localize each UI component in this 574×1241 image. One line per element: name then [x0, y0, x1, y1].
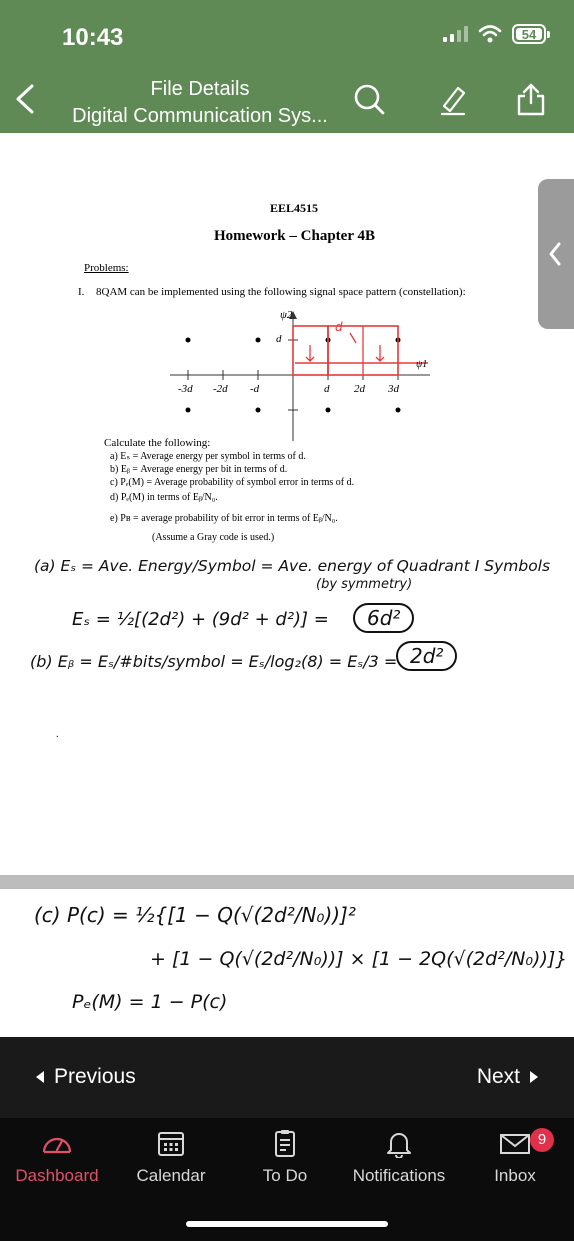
bell-icon — [384, 1128, 414, 1158]
answer-c-line2: + [1 − Q(√(2d²/N₀))] × [1 − 2Q(√(2d²/N₀))]} — [150, 948, 568, 970]
answer-b-line: (b) Eᵦ = Eₛ/#bits/symbol = Eₛ/log₂(8) = Eₛ/3 = — [30, 652, 398, 671]
tick-pos-2d: 2d — [354, 383, 365, 395]
inbox-icon — [498, 1128, 532, 1158]
tab-todo-label: To Do — [262, 1166, 308, 1185]
psi2-axis-label: ψ2 — [280, 309, 293, 321]
item-d: d) Pₑ(M) in terms of Eᵦ/N₀. — [110, 492, 218, 503]
next-button[interactable] — [477, 1065, 538, 1089]
answer-c-line1: (c) P(c) = ½{[1 − Q(√(2d²/N₀))]² — [34, 903, 356, 927]
tab-notifications-label: Notifications — [352, 1166, 446, 1185]
wifi-icon — [478, 25, 502, 43]
search-icon[interactable] — [352, 82, 386, 116]
tab-inbox[interactable] — [458, 1124, 572, 1186]
app-header — [0, 0, 574, 133]
tab-notifications[interactable] — [342, 1124, 456, 1186]
tab-dashboard-label: Dashboard — [15, 1166, 99, 1185]
todo-icon — [270, 1128, 300, 1158]
share-icon[interactable] — [514, 82, 548, 116]
tab-calendar-label: Calendar — [136, 1166, 206, 1185]
annotate-pen-icon[interactable] — [436, 82, 470, 116]
home-indicator — [186, 1221, 388, 1227]
item-a: a) Eₛ = Average energy per symbol in terms of d. — [110, 451, 306, 462]
d-axis-label: d — [276, 333, 282, 345]
battery-icon — [512, 24, 546, 44]
box-d-label: d — [335, 320, 343, 334]
side-drawer-handle[interactable] — [538, 179, 574, 329]
previous-label: Previous — [54, 1065, 136, 1088]
battery-level: 54 — [521, 26, 537, 42]
psi1-axis-label: ψ1 — [416, 359, 428, 370]
chevron-left-icon — [546, 241, 564, 267]
item-c: c) Pₑ(M) = Average probability of symbol error in terms of d. — [110, 477, 355, 488]
document-viewer[interactable]: EEL4515 Homework – Chapter 4B Problems: I. 8QAM can be implemented using the following signal space pattern (constellation): ψ2 ψ1 d d -3d -2d -d d 2d 3d Calculate the following: a) Eₛ = Average energy per symbol in terms of d. b) Eᵦ = Average energy per bit in terms of d. c) Pₑ(M) = Average probability of symbol error in terms of d. d) Pₑ(M) in terms of Eᵦ/N₀. e) Pʙ = average probability of bit error in terms of Eᵦ/N₀. (Assume a Gray code is used.) (a) Eₛ = Ave. Energy/Symbol = Ave. energy of Quadrant I Symbols (by symmetry) Eₛ = ½[(2d²) + (9d² + d²)] = 6d² (b) Eᵦ = Eₛ/#bits/symbol = Eₛ/log₂(8) = Eₛ/3 = 2d² . (c) P(c) = ½{[1 − Q(√(2d²/N₀))]² + [1 − Q(√(2d²/N₀))] × [1 − 2Q(√(2d²/N₀))]} Pₑ(M) = 1 − P(c) — [0, 133, 574, 1037]
calendar-icon — [156, 1128, 186, 1158]
item-e: e) Pʙ = average probability of bit error in terms of Eᵦ/N₀. — [110, 513, 338, 524]
answer-a-line1: (a) Eₛ = Ave. Energy/Symbol = Ave. energy of Quadrant I Symbols — [34, 557, 551, 575]
tab-calendar[interactable] — [114, 1124, 228, 1186]
calc-intro: Calculate the following: — [104, 437, 211, 449]
page-subtitle: Digital Communication Sys... — [72, 105, 328, 127]
back-chevron-icon[interactable] — [10, 82, 44, 116]
page-separator — [0, 875, 574, 889]
answer-a-line3: Eₛ = ½[(2d²) + (9d² + d²)] = — [72, 609, 329, 630]
problems-label: Problems: — [84, 262, 129, 274]
triangle-right-icon — [530, 1071, 538, 1083]
problem-text: 8QAM can be implemented using the following signal space pattern (constellation): — [96, 286, 466, 298]
triangle-left-icon — [36, 1071, 44, 1083]
pager-bar — [0, 1037, 574, 1118]
status-time: 10:43 — [62, 24, 124, 51]
tab-inbox-label: Inbox — [494, 1166, 536, 1185]
inbox-unread-badge: 9 — [530, 1128, 554, 1152]
problem-number: I. — [78, 286, 85, 298]
constellation-diagram — [160, 303, 450, 453]
next-label: Next — [476, 1065, 520, 1088]
item-b: b) Eᵦ = Average energy per bit in terms of d. — [110, 464, 288, 475]
gray-code-note: (Assume a Gray code is used.) — [152, 532, 275, 543]
answer-a-line2: (by symmetry) — [316, 577, 413, 592]
tab-dashboard[interactable] — [0, 1124, 114, 1186]
page-title: File Details — [150, 78, 250, 100]
tab-todo[interactable] — [228, 1124, 342, 1186]
answer-c-line3: Pₑ(M) = 1 − P(c) — [72, 991, 228, 1013]
answer-b-result: 2d² — [396, 641, 457, 671]
answer-a-result: 6d² — [353, 603, 414, 633]
status-indicators — [443, 24, 546, 44]
tick-neg-d: -d — [250, 383, 260, 395]
previous-button[interactable] — [36, 1065, 136, 1089]
homework-title: Homework – Chapter 4B — [214, 228, 375, 244]
course-code: EEL4515 — [270, 201, 319, 215]
cellular-signal-icon — [443, 26, 468, 42]
tick-neg-2d: -2d — [213, 383, 228, 395]
tick-pos-d: d — [324, 383, 330, 395]
dashboard-icon — [40, 1128, 74, 1158]
tick-neg-3d: -3d — [178, 383, 193, 395]
tick-pos-3d: 3d — [388, 383, 399, 395]
